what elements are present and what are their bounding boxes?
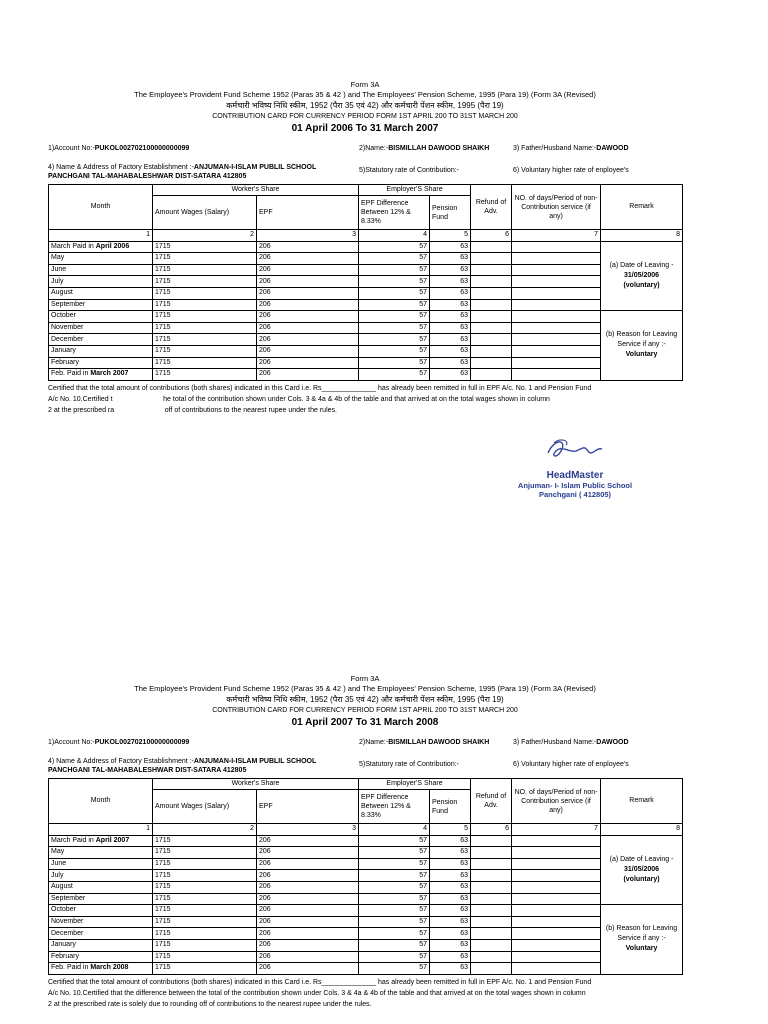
epf-difference-cell: 57 <box>359 870 430 882</box>
wages-cell: 1715 <box>153 345 257 357</box>
form-number: Form 3A <box>350 80 380 89</box>
signature-place: Panchgani ( 412805) <box>538 490 612 499</box>
father-name: 3) Father/Husband Name:-DAWOOD <box>513 145 629 152</box>
month-cell: September <box>49 299 153 311</box>
remark-leaving-reason: (b) Reason for Leaving Service if any :-Voluntary <box>601 905 683 975</box>
period-title: 01 April 2006 To 31 March 2007 <box>291 123 439 134</box>
establishment: 4) Name & Address of Factory Establishment :-ANJUMAN-I-ISLAM PUBLIL SCHOOL <box>48 758 317 765</box>
father-name: 3) Father/Husband Name:-DAWOOD <box>513 739 629 746</box>
non-contribution-cell <box>512 951 601 963</box>
refund-cell <box>471 241 512 253</box>
pension-cell: 63 <box>430 287 471 299</box>
refund-cell <box>471 322 512 334</box>
epf-difference-cell: 57 <box>359 847 430 859</box>
pension-cell: 63 <box>430 357 471 369</box>
epf-header: EPF <box>257 790 359 824</box>
epf-difference-cell: 57 <box>359 345 430 357</box>
amount-wages-header: Amount Wages (Salary) <box>153 196 257 230</box>
wages-cell: 1715 <box>153 858 257 870</box>
epf-cell: 206 <box>257 881 359 893</box>
month-cell: May <box>49 847 153 859</box>
table-row <box>49 870 683 882</box>
month-cell: October <box>49 905 153 917</box>
refund-cell <box>471 951 512 963</box>
scheme-title-hindi: कर्मचारी भविष्य निधि स्कीम, 1952 (पैरा 35 एवं 42) और कर्मचारी पेंशन स्कीम, 1995 (पैरा 19) <box>226 101 504 110</box>
epf-cell: 206 <box>257 928 359 940</box>
wages-cell: 1715 <box>153 287 257 299</box>
epf-difference-cell: 57 <box>359 916 430 928</box>
epf-difference-cell: 57 <box>359 241 430 253</box>
non-contribution-cell <box>512 835 601 847</box>
contribution-card-title: CONTRIBUTION CARD FOR CURRENCY PERIOD FORM 1ST APRIL 200 TO 31ST MARCH 200 <box>212 113 518 120</box>
epf-difference-cell: 57 <box>359 311 430 323</box>
pension-cell: 63 <box>430 928 471 940</box>
epf-cell: 206 <box>257 893 359 905</box>
epf-cell: 206 <box>257 905 359 917</box>
epf-difference-cell: 57 <box>359 299 430 311</box>
non-contribution-cell <box>512 287 601 299</box>
wages-cell: 1715 <box>153 916 257 928</box>
pension-cell: 63 <box>430 299 471 311</box>
refund-cell <box>471 253 512 265</box>
table-row <box>49 357 683 369</box>
pension-cell: 63 <box>430 253 471 265</box>
epf-cell: 206 <box>257 276 359 288</box>
remark-leaving-date: (a) Date of Leaving - 31/05/2006 (voluntary) <box>601 241 683 311</box>
signature-school: Anjuman- I- Islam Public School <box>517 481 633 490</box>
refund-header: Refund of Adv. <box>471 779 512 824</box>
refund-cell <box>471 905 512 917</box>
establishment-address: PANCHGANI TAL-MAHABALESHWAR DIST-SATARA 412805 <box>48 173 247 180</box>
refund-cell <box>471 369 512 381</box>
contribution-card-2007-08 <box>48 674 682 1010</box>
epf-cell: 206 <box>257 963 359 975</box>
month-cell: August <box>49 287 153 299</box>
table-row <box>49 939 683 951</box>
month-cell: March Paid in April 2007 <box>49 835 153 847</box>
refund-cell <box>471 881 512 893</box>
non-contribution-cell <box>512 299 601 311</box>
establishment-address: PANCHGANI TAL-MAHABALESHWAR DIST-SATARA 412805 <box>48 767 247 774</box>
contribution-card-title: CONTRIBUTION CARD FOR CURRENCY PERIOD FORM 1ST APRIL 200 TO 31ST MARCH 200 <box>212 707 518 714</box>
wages-cell: 1715 <box>153 357 257 369</box>
employee-info <box>48 140 682 184</box>
form-number: Form 3A <box>350 674 380 683</box>
remark-header: Remark <box>601 779 683 824</box>
wages-cell: 1715 <box>153 299 257 311</box>
pension-cell: 63 <box>430 847 471 859</box>
signature-title: HeadMaster <box>546 470 604 481</box>
pension-cell: 63 <box>430 241 471 253</box>
month-cell: January <box>49 939 153 951</box>
non-contribution-cell <box>512 357 601 369</box>
wages-cell: 1715 <box>153 893 257 905</box>
contribution-card-2006-07 <box>48 80 682 416</box>
non-contribution-cell <box>512 322 601 334</box>
month-cell: July <box>49 276 153 288</box>
epf-cell: 206 <box>257 311 359 323</box>
epf-cell: 206 <box>257 870 359 882</box>
epf-cell: 206 <box>257 253 359 265</box>
non-contribution-cell <box>512 847 601 859</box>
pension-cell: 63 <box>430 345 471 357</box>
non-contribution-cell <box>512 916 601 928</box>
wages-cell: 1715 <box>153 253 257 265</box>
month-cell: March Paid in April 2006 <box>49 241 153 253</box>
pension-cell: 63 <box>430 963 471 975</box>
epf-header: EPF <box>257 196 359 230</box>
wages-cell: 1715 <box>153 264 257 276</box>
epf-difference-cell: 57 <box>359 322 430 334</box>
contribution-table <box>48 184 683 381</box>
epf-difference-header: EPF Difference Between 12% & 8.33% <box>359 790 430 824</box>
employers-share-header: Employer'S Share <box>359 185 471 196</box>
table-row <box>49 905 683 917</box>
non-contribution-cell <box>512 241 601 253</box>
epf-cell: 206 <box>257 322 359 334</box>
non-contribution-cell <box>512 893 601 905</box>
table-row <box>49 334 683 346</box>
wages-cell: 1715 <box>153 334 257 346</box>
epf-cell: 206 <box>257 951 359 963</box>
refund-cell <box>471 870 512 882</box>
epf-cell: 206 <box>257 916 359 928</box>
remark-header: Remark <box>601 185 683 230</box>
refund-cell <box>471 345 512 357</box>
month-cell: November <box>49 322 153 334</box>
employee-name: 2)Name:-BISMILLAH DAWOOD SHAIKH <box>359 739 490 746</box>
non-contribution-cell <box>512 881 601 893</box>
epf-cell: 206 <box>257 299 359 311</box>
certificate-text: Certified that the total amount of contributions (both shares) indicated in this Card i.e. Rs______________ has already been remitted in full in EPF A/c. No. 1 and Pension Fund A/c No. 10.Certified that the difference between the total of the contribution shown under Cols. 3 & 4a & 4b of the table and that arrived at on the total wages shown in column 2 at the prescribed rate is solely due to rounding off of contributions to the nearest rupee under the rules. <box>48 978 592 1008</box>
wages-cell: 1715 <box>153 928 257 940</box>
epf-difference-cell: 57 <box>359 369 430 381</box>
refund-cell <box>471 916 512 928</box>
epf-cell: 206 <box>257 369 359 381</box>
refund-cell <box>471 928 512 940</box>
month-cell: Feb. Paid in March 2007 <box>49 369 153 381</box>
table-row <box>49 345 683 357</box>
month-cell: December <box>49 334 153 346</box>
epf-cell: 206 <box>257 357 359 369</box>
pension-cell: 63 <box>430 870 471 882</box>
epf-difference-cell: 57 <box>359 334 430 346</box>
pension-cell: 63 <box>430 893 471 905</box>
non-contribution-cell <box>512 369 601 381</box>
month-cell: September <box>49 893 153 905</box>
remark-leaving-reason: (b) Reason for Leaving Service if any :-Voluntary <box>601 311 683 381</box>
wages-cell: 1715 <box>153 369 257 381</box>
refund-cell <box>471 334 512 346</box>
voluntary-rate: 6) Voluntary higher rate of enployee's <box>513 167 629 174</box>
epf-cell: 206 <box>257 287 359 299</box>
table-row <box>49 322 683 334</box>
pension-cell: 63 <box>430 835 471 847</box>
account-no: 1)Account No:-PUKOL002702100000000099 <box>48 739 190 746</box>
pension-cell: 63 <box>430 951 471 963</box>
contribution-rows <box>49 835 683 974</box>
table-row <box>49 299 683 311</box>
refund-cell <box>471 276 512 288</box>
non-contribution-header: NO. of days/Period of non- Contribution service (if any) <box>512 779 601 824</box>
epf-cell: 206 <box>257 264 359 276</box>
epf-difference-cell: 57 <box>359 951 430 963</box>
month-cell: June <box>49 264 153 276</box>
column-numbers-row: 1 2 3 4 5 6 7 8 <box>49 824 683 836</box>
epf-difference-cell: 57 <box>359 963 430 975</box>
table-row <box>49 835 683 847</box>
month-cell: May <box>49 253 153 265</box>
month-cell: Feb. Paid in March 2008 <box>49 963 153 975</box>
wages-cell: 1715 <box>153 870 257 882</box>
amount-wages-header: Amount Wages (Salary) <box>153 790 257 824</box>
contribution-rows <box>49 241 683 380</box>
epf-cell: 206 <box>257 939 359 951</box>
epf-cell: 206 <box>257 858 359 870</box>
headmaster-signature <box>510 435 640 499</box>
certificate-text: Certified that the total amount of contributions (both shares) indicated in this Card i.e. Rs______________ has already been remitted in full in EPF A/c. No. 1 and Pension Fund A/c No. 10.Certified t he total of the contribution shown under Cols. 3 & 4a & 4b of the table and that arrived at on the total wages shown in column 2 at the prescribed ra off of contributions to the nearest rupee under the rules. <box>48 384 592 414</box>
non-contribution-header: NO. of days/Period of non- Contribution service (if any) <box>512 185 601 230</box>
non-contribution-cell <box>512 870 601 882</box>
epf-difference-cell: 57 <box>359 939 430 951</box>
period-title: 01 April 2007 To 31 March 2008 <box>291 717 439 728</box>
signature-scribble-icon <box>540 435 610 465</box>
epf-difference-cell: 57 <box>359 276 430 288</box>
month-cell: November <box>49 916 153 928</box>
non-contribution-cell <box>512 905 601 917</box>
table-row <box>49 893 683 905</box>
month-cell: December <box>49 928 153 940</box>
voluntary-rate: 6) Voluntary higher rate of enployee's <box>513 761 629 768</box>
month-header: Month <box>49 779 153 824</box>
pension-fund-header: Pension Fund <box>430 790 471 824</box>
wages-cell: 1715 <box>153 276 257 288</box>
table-row <box>49 311 683 323</box>
wages-cell: 1715 <box>153 881 257 893</box>
epf-difference-cell: 57 <box>359 893 430 905</box>
refund-cell <box>471 893 512 905</box>
wages-cell: 1715 <box>153 847 257 859</box>
wages-cell: 1715 <box>153 322 257 334</box>
month-cell: June <box>49 858 153 870</box>
month-cell: February <box>49 951 153 963</box>
epf-difference-cell: 57 <box>359 858 430 870</box>
refund-cell <box>471 858 512 870</box>
table-row <box>49 276 683 288</box>
scheme-title: The Employee's Provident Fund Scheme 1952 (Paras 35 & 42 ) and The Employees' Pension Scheme, 1995 (Para 19) (Form 3A (Revised) <box>134 90 596 99</box>
pension-cell: 63 <box>430 905 471 917</box>
wages-cell: 1715 <box>153 311 257 323</box>
month-cell: January <box>49 345 153 357</box>
wages-cell: 1715 <box>153 241 257 253</box>
epf-difference-header: EPF Difference Between 12% & 8.33% <box>359 196 430 230</box>
wages-cell: 1715 <box>153 963 257 975</box>
refund-header: Refund of Adv. <box>471 185 512 230</box>
non-contribution-cell <box>512 928 601 940</box>
employee-info <box>48 734 682 778</box>
pension-cell: 63 <box>430 939 471 951</box>
pension-cell: 63 <box>430 369 471 381</box>
table-row <box>49 264 683 276</box>
table-row <box>49 963 683 975</box>
wages-cell: 1715 <box>153 835 257 847</box>
month-cell: October <box>49 311 153 323</box>
refund-cell <box>471 357 512 369</box>
epf-cell: 206 <box>257 847 359 859</box>
month-header: Month <box>49 185 153 230</box>
contribution-table <box>48 778 683 975</box>
pension-cell: 63 <box>430 276 471 288</box>
table-row <box>49 287 683 299</box>
table-row <box>49 241 683 253</box>
epf-difference-cell: 57 <box>359 357 430 369</box>
pension-cell: 63 <box>430 881 471 893</box>
non-contribution-cell <box>512 345 601 357</box>
refund-cell <box>471 835 512 847</box>
table-row <box>49 928 683 940</box>
epf-difference-cell: 57 <box>359 905 430 917</box>
establishment: 4) Name & Address of Factory Establishment :-ANJUMAN-I-ISLAM PUBLIL SCHOOL <box>48 164 317 171</box>
month-cell: August <box>49 881 153 893</box>
workers-share-header: Worker's Share <box>153 185 359 196</box>
pension-cell: 63 <box>430 334 471 346</box>
account-no: 1)Account No:-PUKOL002702100000000099 <box>48 145 190 152</box>
non-contribution-cell <box>512 311 601 323</box>
pension-cell: 63 <box>430 916 471 928</box>
pension-cell: 63 <box>430 311 471 323</box>
non-contribution-cell <box>512 963 601 975</box>
statutory-rate: 5)Statutory rate of Contribution:- <box>359 167 459 174</box>
non-contribution-cell <box>512 858 601 870</box>
wages-cell: 1715 <box>153 905 257 917</box>
wages-cell: 1715 <box>153 951 257 963</box>
epf-difference-cell: 57 <box>359 835 430 847</box>
refund-cell <box>471 299 512 311</box>
month-cell: February <box>49 357 153 369</box>
refund-cell <box>471 963 512 975</box>
table-row <box>49 369 683 381</box>
non-contribution-cell <box>512 276 601 288</box>
epf-difference-cell: 57 <box>359 881 430 893</box>
statutory-rate: 5)Statutory rate of Contribution:- <box>359 761 459 768</box>
refund-cell <box>471 264 512 276</box>
employee-name: 2)Name:-BISMILLAH DAWOOD SHAIKH <box>359 145 490 152</box>
non-contribution-cell <box>512 939 601 951</box>
table-row <box>49 253 683 265</box>
refund-cell <box>471 287 512 299</box>
month-cell: July <box>49 870 153 882</box>
scheme-title-hindi: कर्मचारी भविष्य निधि स्कीम, 1952 (पैरा 35 एवं 42) और कर्मचारी पेंशन स्कीम, 1995 (पैरा 19) <box>226 695 504 704</box>
workers-share-header: Worker's Share <box>153 779 359 790</box>
epf-cell: 206 <box>257 835 359 847</box>
non-contribution-cell <box>512 264 601 276</box>
pension-fund-header: Pension Fund <box>430 196 471 230</box>
non-contribution-cell <box>512 253 601 265</box>
table-row <box>49 847 683 859</box>
pension-cell: 63 <box>430 322 471 334</box>
epf-difference-cell: 57 <box>359 253 430 265</box>
epf-difference-cell: 57 <box>359 928 430 940</box>
column-numbers-row: 1 2 3 4 5 6 7 8 <box>49 230 683 242</box>
refund-cell <box>471 847 512 859</box>
non-contribution-cell <box>512 334 601 346</box>
employers-share-header: Employer'S Share <box>359 779 471 790</box>
epf-difference-cell: 57 <box>359 287 430 299</box>
refund-cell <box>471 939 512 951</box>
epf-cell: 206 <box>257 241 359 253</box>
table-row <box>49 881 683 893</box>
epf-cell: 206 <box>257 334 359 346</box>
wages-cell: 1715 <box>153 939 257 951</box>
pension-cell: 63 <box>430 264 471 276</box>
remark-leaving-date: (a) Date of Leaving - 31/05/2006 (voluntary) <box>601 835 683 905</box>
refund-cell <box>471 311 512 323</box>
table-row <box>49 916 683 928</box>
epf-difference-cell: 57 <box>359 264 430 276</box>
pension-cell: 63 <box>430 858 471 870</box>
table-row <box>49 858 683 870</box>
scheme-title: The Employee's Provident Fund Scheme 1952 (Paras 35 & 42 ) and The Employees' Pension Scheme, 1995 (Para 19) (Form 3A (Revised) <box>134 684 596 693</box>
table-row <box>49 951 683 963</box>
epf-cell: 206 <box>257 345 359 357</box>
